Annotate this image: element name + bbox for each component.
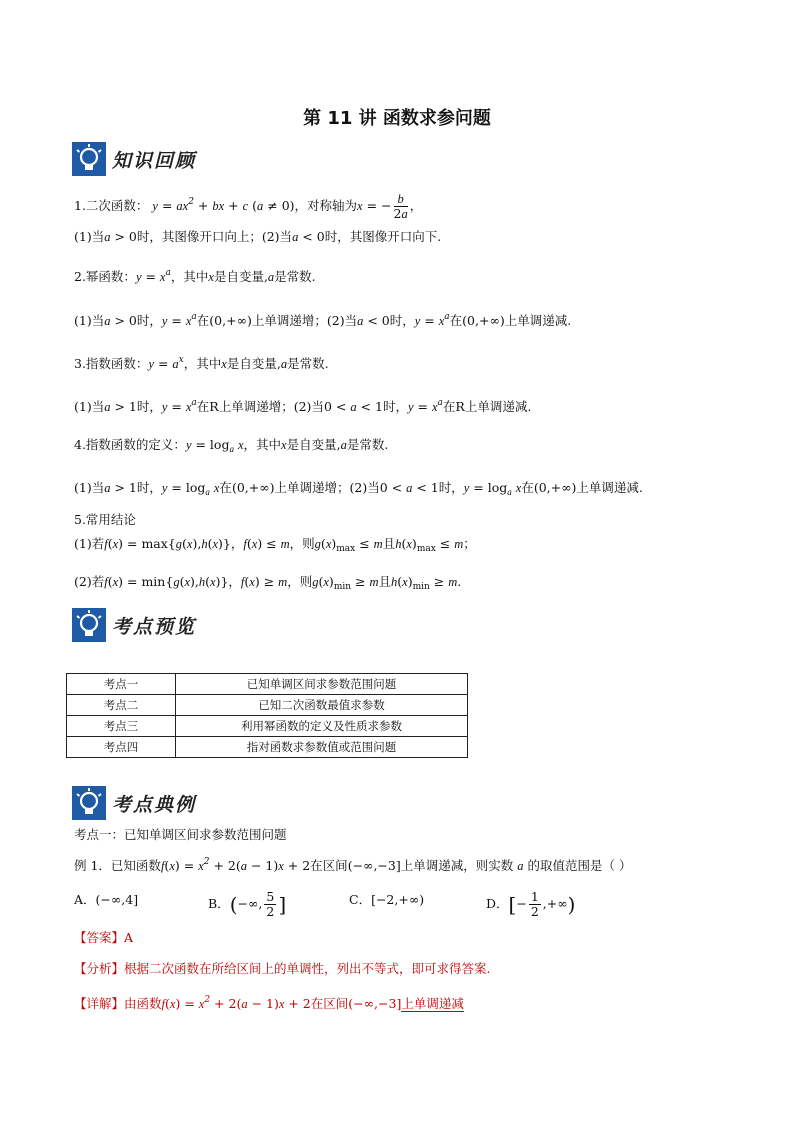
lightbulb-icon — [72, 608, 106, 642]
example-topic: 考点一：已知单调区间求参数范围问题 — [74, 827, 287, 842]
table-cell-value: 已知单调区间求参数范围问题 — [176, 674, 468, 695]
table-cell-value: 指对函数求参数值或范围问题 — [176, 737, 468, 758]
section-header-review — [72, 140, 196, 178]
table-cell-value: 已知二次函数最值求参数 — [176, 695, 468, 716]
review-line-3: 2.幂函数：$y = x^a$，其中x是自变量,a是常数. — [74, 268, 316, 284]
table-cell-value: 利用幂函数的定义及性质求参数 — [176, 716, 468, 737]
detail-tag: 【详解】 — [74, 996, 125, 1011]
review-line-6: (1)当a > 1时，$y = x^a$在R上单调递增；(2)当0 < a < 1时，$y = x^a$在R上单调递减. — [74, 398, 532, 414]
choice-a[interactable]: A．(−∞,4] — [74, 892, 139, 907]
review-line-4: (1)当a > 0时，$y = x^a$在(0,+∞)上单调递增；(2)当a < 0时，$y = x^a$在(0,+∞)上单调递减. — [74, 312, 572, 328]
section-header-preview — [72, 606, 196, 644]
table-cell-key: 考点一 — [67, 674, 176, 695]
analysis-line — [74, 960, 491, 978]
table-cell-key: 考点四 — [67, 737, 176, 758]
example-question: 例 1．已知函数$f(x) = x^2 + 2(a - 1)x + 2$在区间(−∞,−3]上单调递减，则实数 a 的取值范围是（ ） — [74, 857, 632, 873]
table-row — [67, 716, 468, 737]
topic-table — [66, 673, 468, 758]
detail-line: 【详解】由函数$f(x) = x^2 + 2(a - 1)x + 2$在区间(−∞,−3]上单调递减 — [74, 995, 464, 1011]
table-row — [67, 737, 468, 758]
review-line-10: (1)若f(x) = max{g(x),h(x)}，f(x) ≤ m，则$g(x)_{max} \le m$且$h(x)_{max} \le m$； — [74, 536, 476, 554]
review-line-8: (1)当a > 1时，$y = \log_a x$在(0,+∞)上单调递增；(2)当0 < a < 1时，$y = \log_a x$在(0,+∞)上单调递减. — [74, 480, 643, 497]
choice-d[interactable]: D．[− $\frac{1}{2}$ ,+∞) — [486, 889, 576, 919]
analysis-tag: 【分析】 — [74, 961, 125, 976]
review-line-5: 3.指数函数：$y = a^x$，其中x是自变量,a是常数. — [74, 355, 329, 371]
table-cell-key: 考点二 — [67, 695, 176, 716]
lightbulb-icon — [72, 786, 106, 820]
review-line-2: (1)当a > 0时，其图像开口向上；(2)当a < 0时，其图像开口向下. — [74, 229, 442, 244]
table-row — [67, 674, 468, 695]
section-header-examples — [72, 784, 196, 822]
choice-c[interactable]: C．[−2,+∞) — [349, 892, 425, 907]
table-row — [67, 695, 468, 716]
analysis-text: 根据二次函数在所给区间上的单调性，列出不等式，即可求得答案. — [124, 961, 491, 976]
review-line-11: (2)若f(x) = min{g(x),h(x)}，f(x) ≥ m，则$g(x)_{min} \ge m$且$h(x)_{min} \ge m$. — [74, 574, 462, 592]
answer-line — [74, 929, 133, 947]
section-title: 考点预览 — [112, 615, 197, 638]
page-title: 第 11 讲 函数求参问题 — [303, 108, 491, 129]
review-line-9: 5.常用结论 — [74, 512, 136, 527]
review-line-1: 1.二次函数： $y = ax^2$ + bx + c (a ≠ 0)，对称轴为x = − $\frac{b}{2a}$ ， — [74, 192, 423, 221]
answer-value: A — [124, 930, 134, 945]
choice-b[interactable]: B．(−∞, $\frac{5}{2}$ ] — [208, 889, 287, 919]
lightbulb-icon — [72, 142, 106, 176]
answer-tag: 【答案】 — [74, 930, 125, 945]
section-title: 考点典例 — [112, 793, 197, 816]
section-title: 知识回顾 — [112, 149, 197, 172]
table-cell-key: 考点三 — [67, 716, 176, 737]
review-line-7: 4.指数函数的定义：$y = \log_a x$，其中x是自变量,a是常数. — [74, 437, 389, 454]
